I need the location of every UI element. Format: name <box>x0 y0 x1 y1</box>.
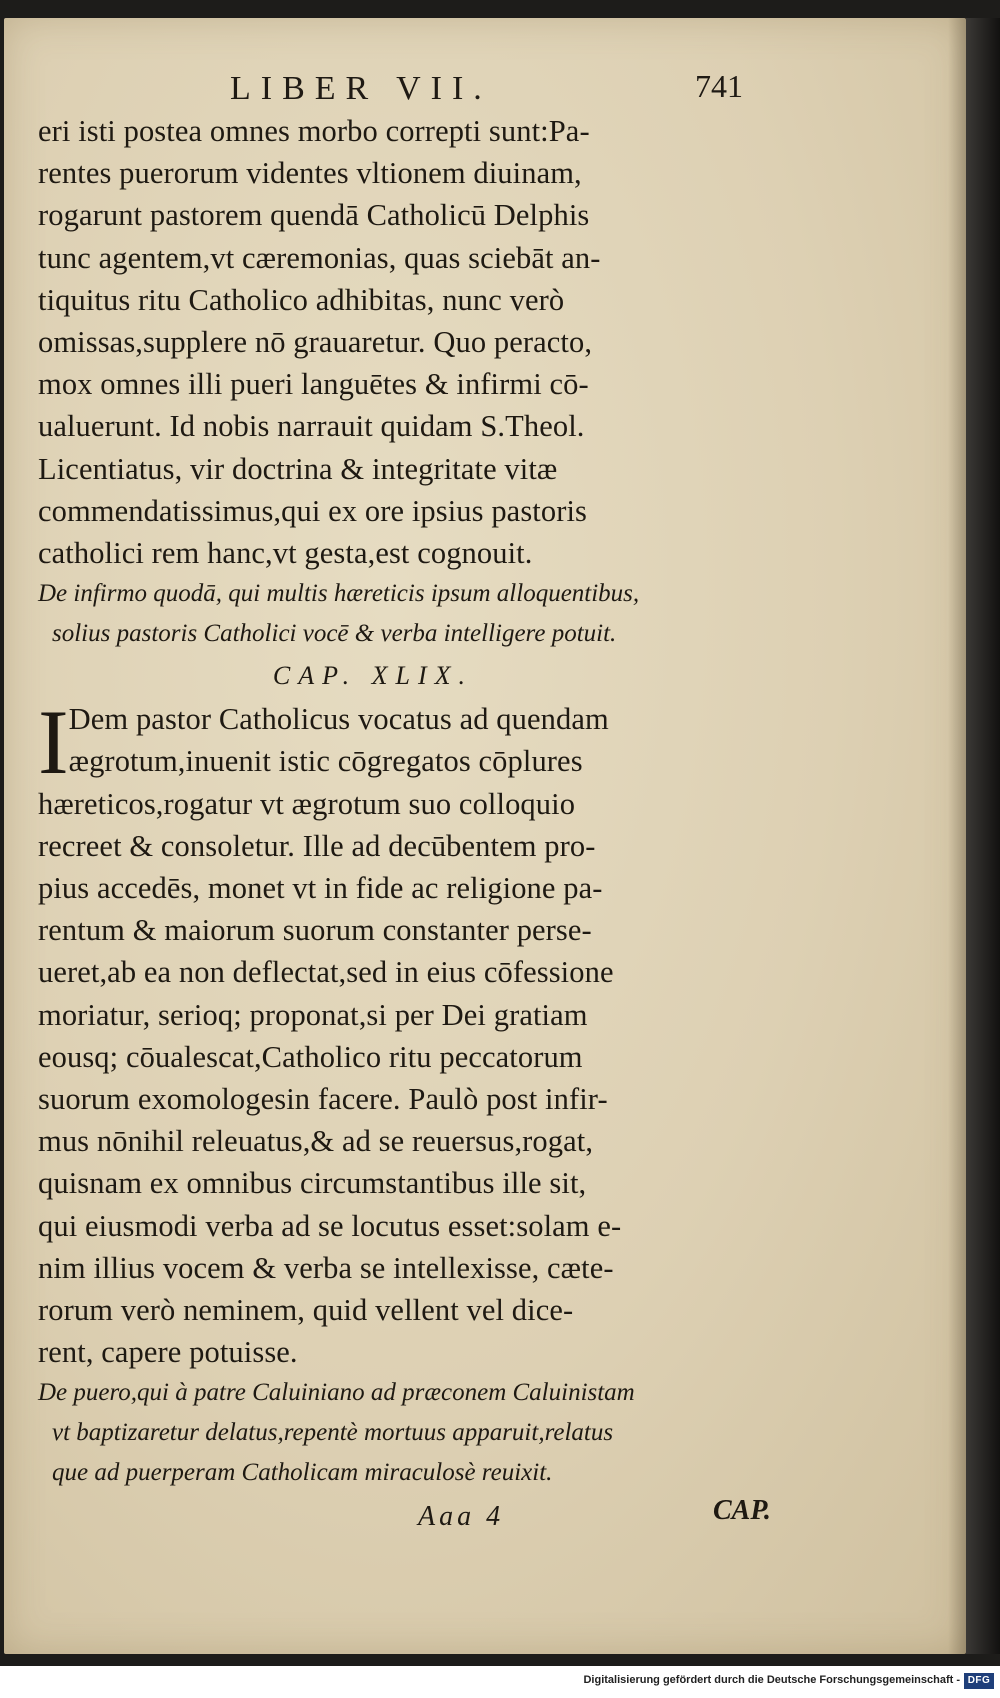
text-line: tiquitus ritu Catholico adhibitas, nunc verò <box>38 282 565 317</box>
text-line: pius accedēs, monet vt in fide ac religione pa- <box>38 871 603 906</box>
text-line: eousq; cōualescat,Catholico ritu peccatorum <box>38 1039 583 1074</box>
text-line: commendatissimus,qui ex ore ipsius pastoris <box>38 493 588 528</box>
funding-credit: Digitalisierung gefördert durch die Deutsche Forschungsgemeinschaft - <box>583 1674 960 1686</box>
summary-line: De puero,qui à patre Caluiniano ad præconem Caluinistam <box>38 1379 635 1407</box>
text-line: recreet & consoletur. Ille ad decūbentem pro- <box>38 828 596 863</box>
text-line: rorum verò neminem, quid vellent vel dice- <box>38 1293 574 1328</box>
text-line: rentes puerorum videntes vltionem diuinam, <box>38 156 582 191</box>
text-line: ualuerunt. Id nobis narrauit quidam S.Theol. <box>38 409 585 444</box>
text-line: hæreticos,rogatur vt ægrotum suo colloquio <box>38 786 576 821</box>
drop-cap: I <box>38 691 69 794</box>
text-line: moriatur, serioq; proponat,si per Dei gratiam <box>38 997 588 1032</box>
text-line: ueret,ab ea non deflectat,sed in eius cōfessione <box>38 955 614 990</box>
text-line: Licentiatus, vir doctrina & integritate vitæ <box>38 451 558 486</box>
text-line: qui eiusmodi verba ad se locutus esset:solam e- <box>38 1208 622 1243</box>
chapter-summary-2 <box>38 1373 768 1493</box>
text-line: nim illius vocem & verba se intellexisse, cæte- <box>38 1250 614 1285</box>
chapter-summary-1 <box>38 574 768 654</box>
paragraph-1 <box>38 110 768 574</box>
summary-line: De infirmo quodā, qui multis hæreticis ipsum alloquentibus, <box>38 580 640 608</box>
text-line: eri isti postea omnes morbo correpti sunt:Pa- <box>38 114 590 148</box>
text-line: suorum exomologesin facere. Paulò post infir- <box>38 1082 608 1117</box>
chapter-heading: CAP. XLIX. <box>272 661 474 691</box>
signature-mark: Aaa 4 <box>418 1501 505 1533</box>
text-line: ægrotum,inuenit istic cōgregatos cōplures <box>68 744 583 779</box>
text-line: catholici rem hanc,vt gesta,est cognouit. <box>38 536 533 571</box>
summary-line: vt baptizaretur delatus,repentè mortuus apparuit,relatus <box>52 1419 614 1447</box>
text-line: quisnam ex omnibus circumstantibus ille sit, <box>38 1166 587 1201</box>
text-line: omissas,supplere nō grauaretur. Quo peracto, <box>38 325 593 360</box>
page-foot <box>38 1495 771 1545</box>
text-line: rentum & maiorum suorum constanter perse- <box>38 913 592 948</box>
paragraph-2 <box>38 691 768 1373</box>
digitization-footer <box>0 1666 1000 1698</box>
text-line: mox omnes illi pueri languētes & infirmi cō- <box>38 367 589 402</box>
catchword: CAP. <box>713 1495 771 1527</box>
summary-line: solius pastoris Catholici vocē & verba intelligere potuit. <box>52 620 617 648</box>
gutter-shadow <box>948 18 966 1654</box>
text-line: mus nōnihil releuatus,& ad se reuersus,rogat, <box>38 1124 594 1159</box>
page-number: 741 <box>695 68 743 104</box>
summary-line: que ad puerperam Catholicam miraculosè reuixit. <box>52 1459 553 1487</box>
running-head: LIBER VII. <box>230 70 492 107</box>
text-line: rogarunt pastorem quendā Catholicū Delphis <box>38 198 590 233</box>
text-line: Dem pastor Catholicus vocatus ad quendam <box>68 702 609 737</box>
dfg-logo: DFG <box>964 1673 994 1689</box>
book-edge <box>966 18 1000 1654</box>
text-line: tunc agentem,vt cæremonias, quas sciebāt an- <box>38 240 601 275</box>
text-line: rent, capere potuisse. <box>38 1335 298 1370</box>
text-block <box>38 110 771 1545</box>
